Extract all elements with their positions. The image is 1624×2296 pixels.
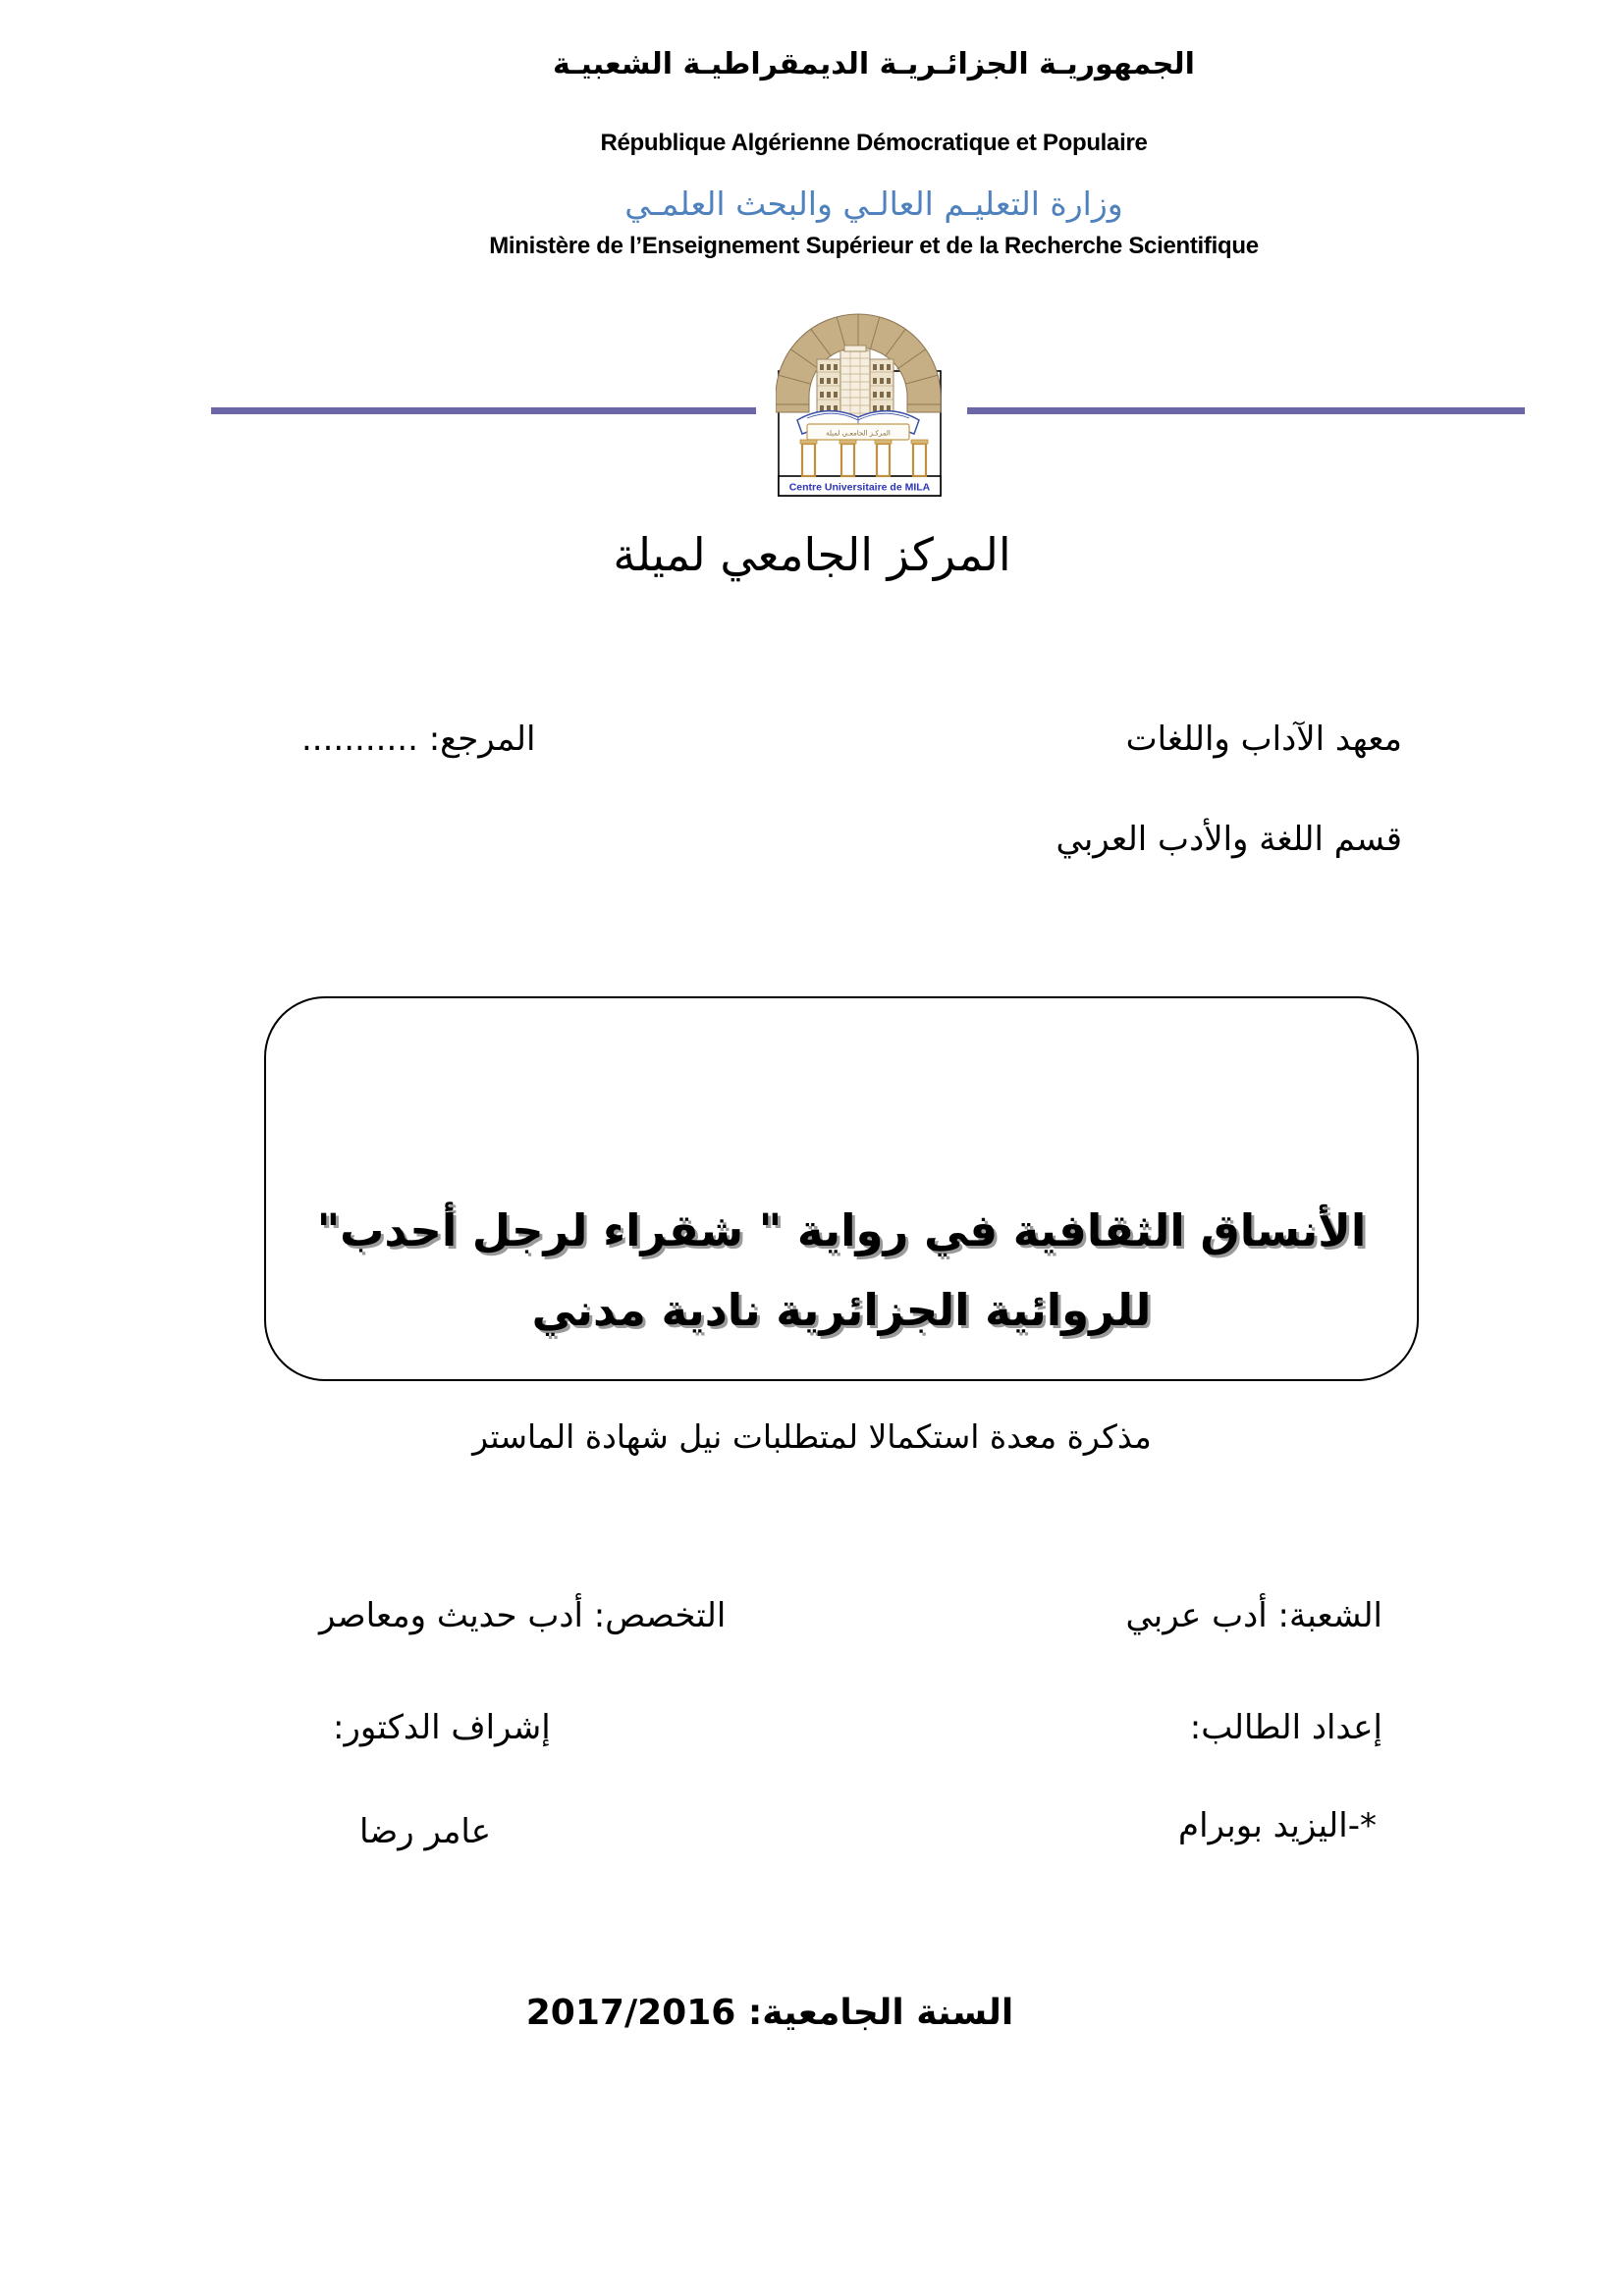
- specialty-field: التخصص: أدب حديث ومعاصر: [319, 1596, 727, 1635]
- branch-field: الشعبة: أدب عربي: [1125, 1596, 1382, 1635]
- supervisor-name: عامر رضا: [359, 1812, 492, 1851]
- thesis-subtitle: مذكرة معدة استكمالا لمتطلبات نيل شهادة الماستر: [472, 1417, 1152, 1456]
- academic-year: السنة الجامعية: 2017/2016: [525, 1993, 1014, 2033]
- institute-name: معهد الآداب واللغات: [1125, 720, 1402, 759]
- thesis-title-box: [264, 996, 1419, 1381]
- student-name: *-اليزيد بوبرام: [1178, 1806, 1377, 1845]
- university-logo-graphic: [776, 310, 943, 499]
- thesis-title-line1: الأنساق الثقافية في رواية " شقراء لرجل أحدب": [316, 1204, 1367, 1256]
- student-label: إعداد الطالب:: [1189, 1708, 1382, 1747]
- university-logo: [776, 310, 943, 499]
- ministry-title-arabic: وزارة التعليـم العالـي والبحث العلمـي: [624, 185, 1123, 223]
- republic-title-arabic: الجمهوريـة الجزائـريـة الديمقراطيـة الشعبيـة: [553, 47, 1195, 81]
- supervisor-label: إشراف الدكتور:: [333, 1708, 551, 1747]
- logo-caption-text: Centre Universitaire de MILA: [788, 481, 931, 494]
- university-name: المركز الجامعي لميلة: [613, 528, 1011, 581]
- department-name: قسم اللغة والأدب العربي: [1056, 820, 1402, 859]
- republic-title-french: République Algérienne Démocratique et Populaire: [600, 130, 1148, 156]
- reference-field: المرجع: ...........: [301, 720, 536, 759]
- logo-banner: [807, 424, 909, 440]
- header-divider-right: [967, 407, 1525, 414]
- ministry-title-french: Ministère de l’Enseignement Supérieur et de la Recherche Scientifique: [489, 233, 1259, 259]
- header-divider-left: [211, 407, 756, 414]
- thesis-title-line2: للروائية الجزائرية نادية مدني: [531, 1284, 1152, 1336]
- logo-banner-text: المركـز الجامعـي لميلة: [826, 429, 891, 438]
